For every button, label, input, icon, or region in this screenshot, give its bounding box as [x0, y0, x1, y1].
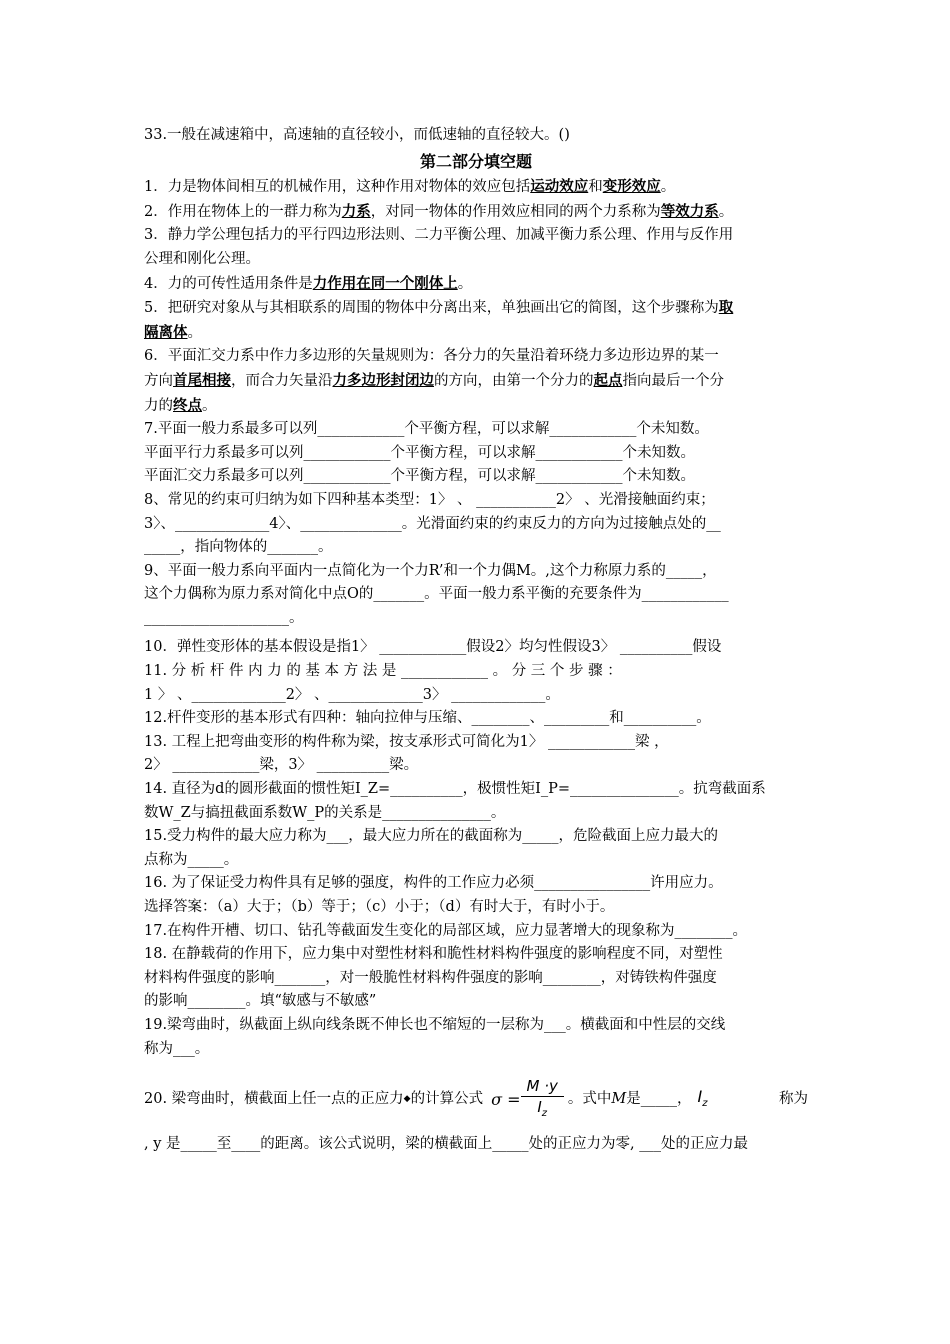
item-20-line-2: , y 是_____至____的距离。该公式说明，梁的横截面上_____处的正应力为零, ___处的正应力最 [144, 1136, 748, 1153]
item-7-line-1: 7.平面一般力系最多可以列____________个平衡方程，可以求解____________个未知数。 [144, 421, 709, 438]
item-1-text-b: 和 [588, 179, 603, 196]
item-20-formula-line [144, 1067, 808, 1133]
symbol-iz-sub: z [702, 1097, 708, 1109]
item-20-text-b: 的计算公式 [410, 1091, 484, 1108]
item-18-line-1: 18. 在静载荷的作用下，应力集中对塑性材料和脆性材料构件强度的影响程度不同，对塑性 [144, 946, 723, 963]
document-body [144, 124, 808, 1157]
item-2-text: 2．作用在物体上的一群力称为 [144, 203, 342, 220]
item-8-line-2: 3〉、_____________4〉、______________。光滑面约束的约束反力的方向为过接触点处的__ [144, 515, 721, 532]
item-7-line-3: 平面汇交力系最多可以列____________个平衡方程，可以求解____________个未知数。 [144, 468, 695, 485]
item-5-text: 5．把研究对象从与其相联系的周围的物体中分离出来，单独画出它的简图，这个步骤称为 [144, 300, 719, 317]
item-15-line-2: 点称为_____。 [144, 851, 239, 868]
answer-force-system: 力系 [341, 202, 371, 220]
item-6-line-2 [144, 369, 808, 394]
item-13-line-2: 2〉 ____________梁，3〉 __________梁。 [144, 757, 419, 774]
item-13-line-1: 13. 工程上把弯曲变形的构件称为梁，按支承形式可简化为1〉 ____________梁 ， [144, 733, 669, 750]
item-19-line-2: 称为___。 [144, 1040, 210, 1057]
answer-motion-effect: 运动效应 [530, 178, 589, 196]
item-8-line-3: _____，指向物体的_______。 [144, 539, 333, 556]
answer-end-point: 终点 [173, 396, 202, 414]
item-9-line-2: 这个力偶称为原力系对简化中点O的_______。平面一般力系平衡的充要条件为____________ [144, 586, 729, 603]
question-33: 33.一般在减速箱中，高速轴的直径较小，而低速轴的直径较大。() [144, 127, 570, 143]
item-6-text-f: 。 [202, 397, 217, 414]
item-7-line-2: 平面平行力系最多可以列____________个平衡方程，可以求解____________个未知数。 [144, 444, 695, 461]
item-5-text-c: 。 [187, 324, 202, 341]
item-20-text-d: 是_____， [626, 1091, 692, 1108]
item-6-text-d: 指向最后一个分 [622, 372, 724, 389]
item-15-line-1: 15.受力构件的最大应力称为___，最大应力所在的截面称为_____，危险截面上应力最大的 [144, 828, 719, 845]
item-14-line-2: 数W_Z与搞扭截面系数W_P的关系是_______________。 [144, 804, 506, 821]
item-1-text: 1．力是物体间相互的机械作用，这种作用对物体的效应包括 [144, 179, 531, 196]
item-18-line-2: 材料构件强度的影响_______，对一般脆性材料构件强度的影响________，对铸铁构件强度 [144, 969, 717, 986]
item-11-line-1: 11. 分 析 杆 件 内 力 的 基 本 方 法 是 ____________ 。 分 三 个 步 骤 ： [144, 663, 622, 680]
item-12: 12.杆件变形的基本形式有四种：轴向拉伸与压缩、________、_________和__________。 [144, 710, 711, 727]
item-1 [144, 175, 808, 200]
item-3-line-2: 公理和刚化公理。 [144, 250, 260, 267]
formula-numerator: M ·y [521, 1076, 564, 1097]
item-5-line-2 [144, 321, 808, 346]
formula-den-sub: z [541, 1108, 548, 1120]
item-5-line-1 [144, 296, 808, 321]
item-6-text-e: 力的 [144, 397, 173, 414]
symbol-m: M [611, 1091, 627, 1108]
item-10: 10．弹性变形体的基本假设是指1〉 ____________假设2〉均匀性假设3〉 __________假设 [144, 639, 722, 656]
item-1-text-c: 。 [660, 179, 676, 196]
item-4-text: 4．力的可传性适用条件是 [144, 275, 313, 292]
item-3-line-1: 3．静力学公理包括力的平行四边形法则、二力平衡公理、加减平衡力系公理、作用与反作用 [144, 227, 734, 244]
item-8-line-1: 8、常见的约束可归纳为如下四种基本类型：1〉 、 ___________2〉 、光滑接触面约束； [144, 491, 715, 508]
item-20-text-a: 20. 梁弯曲时，横截面上任一点的正应力 [144, 1091, 404, 1108]
item-20-text-e: 称为 [779, 1091, 808, 1108]
answer-closing-side: 力多边形封闭边 [332, 371, 434, 389]
item-20-text-c: 。式中 [567, 1091, 612, 1108]
item-6-text-a: 方向 [144, 372, 173, 389]
section-title: 第二部分填空题 [419, 151, 532, 171]
item-17: 17.在构件开槽、切口、钻孔等截面发生变化的局部区域，应力显著增大的现象称为________。 [144, 922, 748, 939]
item-2 [144, 200, 808, 225]
item-4 [144, 272, 808, 297]
item-16-line-1: 16. 为了保证受力构件具有足够的强度，构件的工作应力必须________________许用应力。 [144, 875, 723, 892]
item-2-text-c: 。 [718, 203, 734, 220]
answer-equivalent-system: 等效力系 [660, 202, 719, 220]
answer-head-to-tail: 首尾相接 [173, 371, 231, 389]
item-16-line-2: 选择答案：（a）大于；（b）等于；（c）小于；（d）有时大于，有时小于。 [144, 899, 615, 915]
symbol-iz [697, 1085, 707, 1116]
diamond-icon: ◆ [403, 1094, 411, 1105]
item-6-line-3 [144, 394, 808, 419]
item-14-line-1: 14. 直径为d的圆形截面的惯性矩I_Z=__________，极惯性矩I_P=_______________。抗弯截面系 [144, 781, 766, 798]
item-11-line-2: 1 〉 、_____________2〉 、_____________3〉 _____________。 [144, 686, 560, 703]
item-6-text-c: 的方向，由第一个分力的 [434, 372, 594, 389]
answer-isolation-b: 隔离体 [144, 323, 188, 341]
stress-formula [521, 1076, 564, 1124]
item-6-line-1: 6．平面汇交力系中作力多边形的矢量规则为：各分力的矢量沿着环绕力多边形边界的某一 [144, 348, 719, 365]
formula-den-i: I [537, 1098, 542, 1117]
item-18-line-3: 的影响________。填“敏感与不敏感” [144, 993, 377, 1010]
answer-rigid-body: 力作用在同一个刚体上 [312, 274, 458, 292]
sigma-symbol: σ = [491, 1090, 521, 1110]
answer-deformation-effect: 变形效应 [602, 178, 661, 196]
item-6-text-b: ，而合力矢量沿 [231, 372, 333, 389]
item-19-line-1: 19.梁弯曲时，纵截面上纵向线条既不伸长也不缩短的一层称为___。横截面和中性层的交线 [144, 1016, 726, 1033]
item-4-text-c: 。 [457, 275, 473, 292]
answer-isolation-a: 取 [718, 299, 734, 317]
item-9-line-1: 9、平面一般力系向平面内一点简化为一个力R’和一个力偶M。,这个力称原力系的_____， [144, 562, 717, 579]
item-2-text-b: ，对同一物体的作用效应相同的两个力系称为 [370, 203, 661, 220]
formula-denominator [531, 1097, 553, 1124]
symbol-iz-i: I [697, 1086, 703, 1106]
item-9-line-3: ____________________。 [144, 609, 304, 626]
answer-start-point: 起点 [593, 371, 623, 389]
